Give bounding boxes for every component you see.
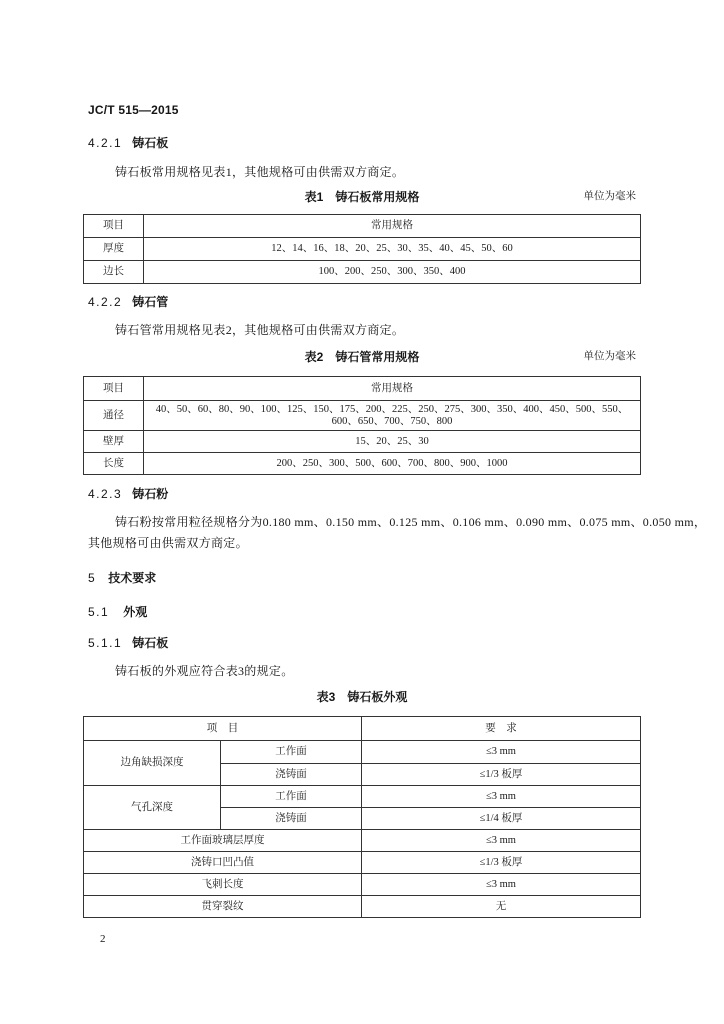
clause-title: 外观 — [123, 605, 148, 619]
table-2-unit-note: 单位为毫米 — [583, 351, 636, 362]
clause-heading-5 — [88, 570, 156, 586]
table-3-caption — [0, 689, 724, 705]
table-1 — [83, 214, 641, 284]
table-header-row — [84, 215, 641, 238]
header-spec-cell: 常用规格 — [144, 215, 641, 238]
document-code: JC/T 515—2015 — [88, 103, 179, 117]
requirement-cell: ≤3 mm — [362, 874, 641, 896]
table-title: 铸石板常用规格 — [335, 190, 420, 204]
clause-heading-4-2-2 — [88, 294, 168, 310]
table-title: 铸石管常用规格 — [335, 350, 420, 364]
table-row — [84, 874, 641, 896]
header-requirement-cell: 要 求 — [362, 717, 641, 741]
table-1-unit-note: 单位为毫米 — [583, 191, 636, 202]
requirement-cell: ≤1/4 板厚 — [362, 808, 641, 830]
clause-5-1-1-paragraph: 铸石板的外观应符合表3的规定。 — [115, 664, 294, 678]
item-cell: 贯穿裂纹 — [84, 896, 362, 918]
header-item-cell: 项 目 — [84, 717, 362, 741]
table-row — [84, 896, 641, 918]
page-number: 2 — [100, 933, 106, 945]
table-row — [84, 261, 641, 284]
clause-heading-5-1-1 — [88, 635, 168, 651]
clause-4-2-1-paragraph: 铸石板常用规格见表1，其他规格可由供需双方商定。 — [115, 165, 405, 179]
table-row — [84, 852, 641, 874]
table-header-row — [84, 377, 641, 401]
table-row — [84, 431, 641, 453]
clause-heading-5-1 — [88, 604, 147, 620]
clause-title: 技术要求 — [108, 571, 157, 585]
clause-title: 铸石板 — [132, 136, 169, 150]
table-title: 铸石板外观 — [347, 690, 408, 704]
table-3 — [83, 716, 641, 918]
clause-number: 4.2.2 — [88, 295, 123, 309]
item-cell: 浇铸口凹凸值 — [84, 852, 362, 874]
item-cell: 气孔深度 — [84, 786, 221, 830]
spec-cell: 12、14、16、18、20、25、30、35、40、45、50、60 — [144, 238, 641, 261]
item-cell: 边长 — [84, 261, 144, 284]
clause-4-2-3-paragraph-line: 铸石粉按常用粒径规格分为0.180 mm、0.150 mm、0.125 mm、0.106 mm、0.090 mm、0.075 mm、0.050 mm， — [115, 515, 707, 529]
clause-number: 4.2.3 — [88, 487, 123, 501]
clause-number: 5.1 — [88, 605, 110, 619]
requirement-cell: ≤3 mm — [362, 741, 641, 764]
table-row — [84, 401, 641, 431]
clause-title: 铸石板 — [132, 636, 169, 650]
requirement-cell: ≤3 mm — [362, 830, 641, 852]
spec-cell: 15、20、25、30 — [144, 431, 641, 453]
header-item-cell: 项目 — [84, 377, 144, 401]
table-label: 表1 — [304, 190, 324, 204]
surface-cell: 工作面 — [221, 741, 362, 764]
spec-cell: 200、250、300、500、600、700、800、900、1000 — [144, 453, 641, 475]
requirement-cell: ≤1/3 板厚 — [362, 764, 641, 786]
item-cell: 厚度 — [84, 238, 144, 261]
header-spec-cell: 常用规格 — [144, 377, 641, 401]
clause-number: 5.1.1 — [88, 636, 123, 650]
table-row — [84, 238, 641, 261]
table-row — [84, 453, 641, 475]
clause-heading-4-2-3 — [88, 486, 168, 502]
surface-cell: 工作面 — [221, 786, 362, 808]
requirement-cell: ≤1/3 板厚 — [362, 852, 641, 874]
clause-4-2-2-paragraph: 铸石管常用规格见表2，其他规格可由供需双方商定。 — [115, 323, 405, 337]
requirement-cell: ≤3 mm — [362, 786, 641, 808]
clause-title: 铸石粉 — [132, 487, 169, 501]
item-cell: 壁厚 — [84, 431, 144, 453]
item-cell: 边角缺损深度 — [84, 741, 221, 786]
table-row — [84, 830, 641, 852]
requirement-cell: 无 — [362, 896, 641, 918]
item-cell: 工作面玻璃层厚度 — [84, 830, 362, 852]
table-label: 表3 — [316, 690, 336, 704]
table-row — [84, 741, 641, 764]
table-header-row — [84, 717, 641, 741]
clause-number: 4.2.1 — [88, 136, 123, 150]
spec-cell: 100、200、250、300、350、400 — [144, 261, 641, 284]
item-cell: 飞刺长度 — [84, 874, 362, 896]
surface-cell: 浇铸面 — [221, 764, 362, 786]
surface-cell: 浇铸面 — [221, 808, 362, 830]
header-item-cell: 项目 — [84, 215, 144, 238]
table-2 — [83, 376, 641, 475]
clause-4-2-3-paragraph-line: 其他规格可由供需双方商定。 — [88, 536, 248, 550]
clause-heading-4-2-1 — [88, 135, 168, 151]
table-label: 表2 — [304, 350, 324, 364]
item-cell: 长度 — [84, 453, 144, 475]
item-cell: 通径 — [84, 401, 144, 431]
clause-number: 5 — [88, 571, 97, 585]
spec-cell: 40、50、60、80、90、100、125、150、175、200、225、250、275、300、350、400、450、500、550、600、650、700、750、800 — [144, 401, 641, 431]
table-row — [84, 786, 641, 808]
clause-title: 铸石管 — [132, 295, 169, 309]
